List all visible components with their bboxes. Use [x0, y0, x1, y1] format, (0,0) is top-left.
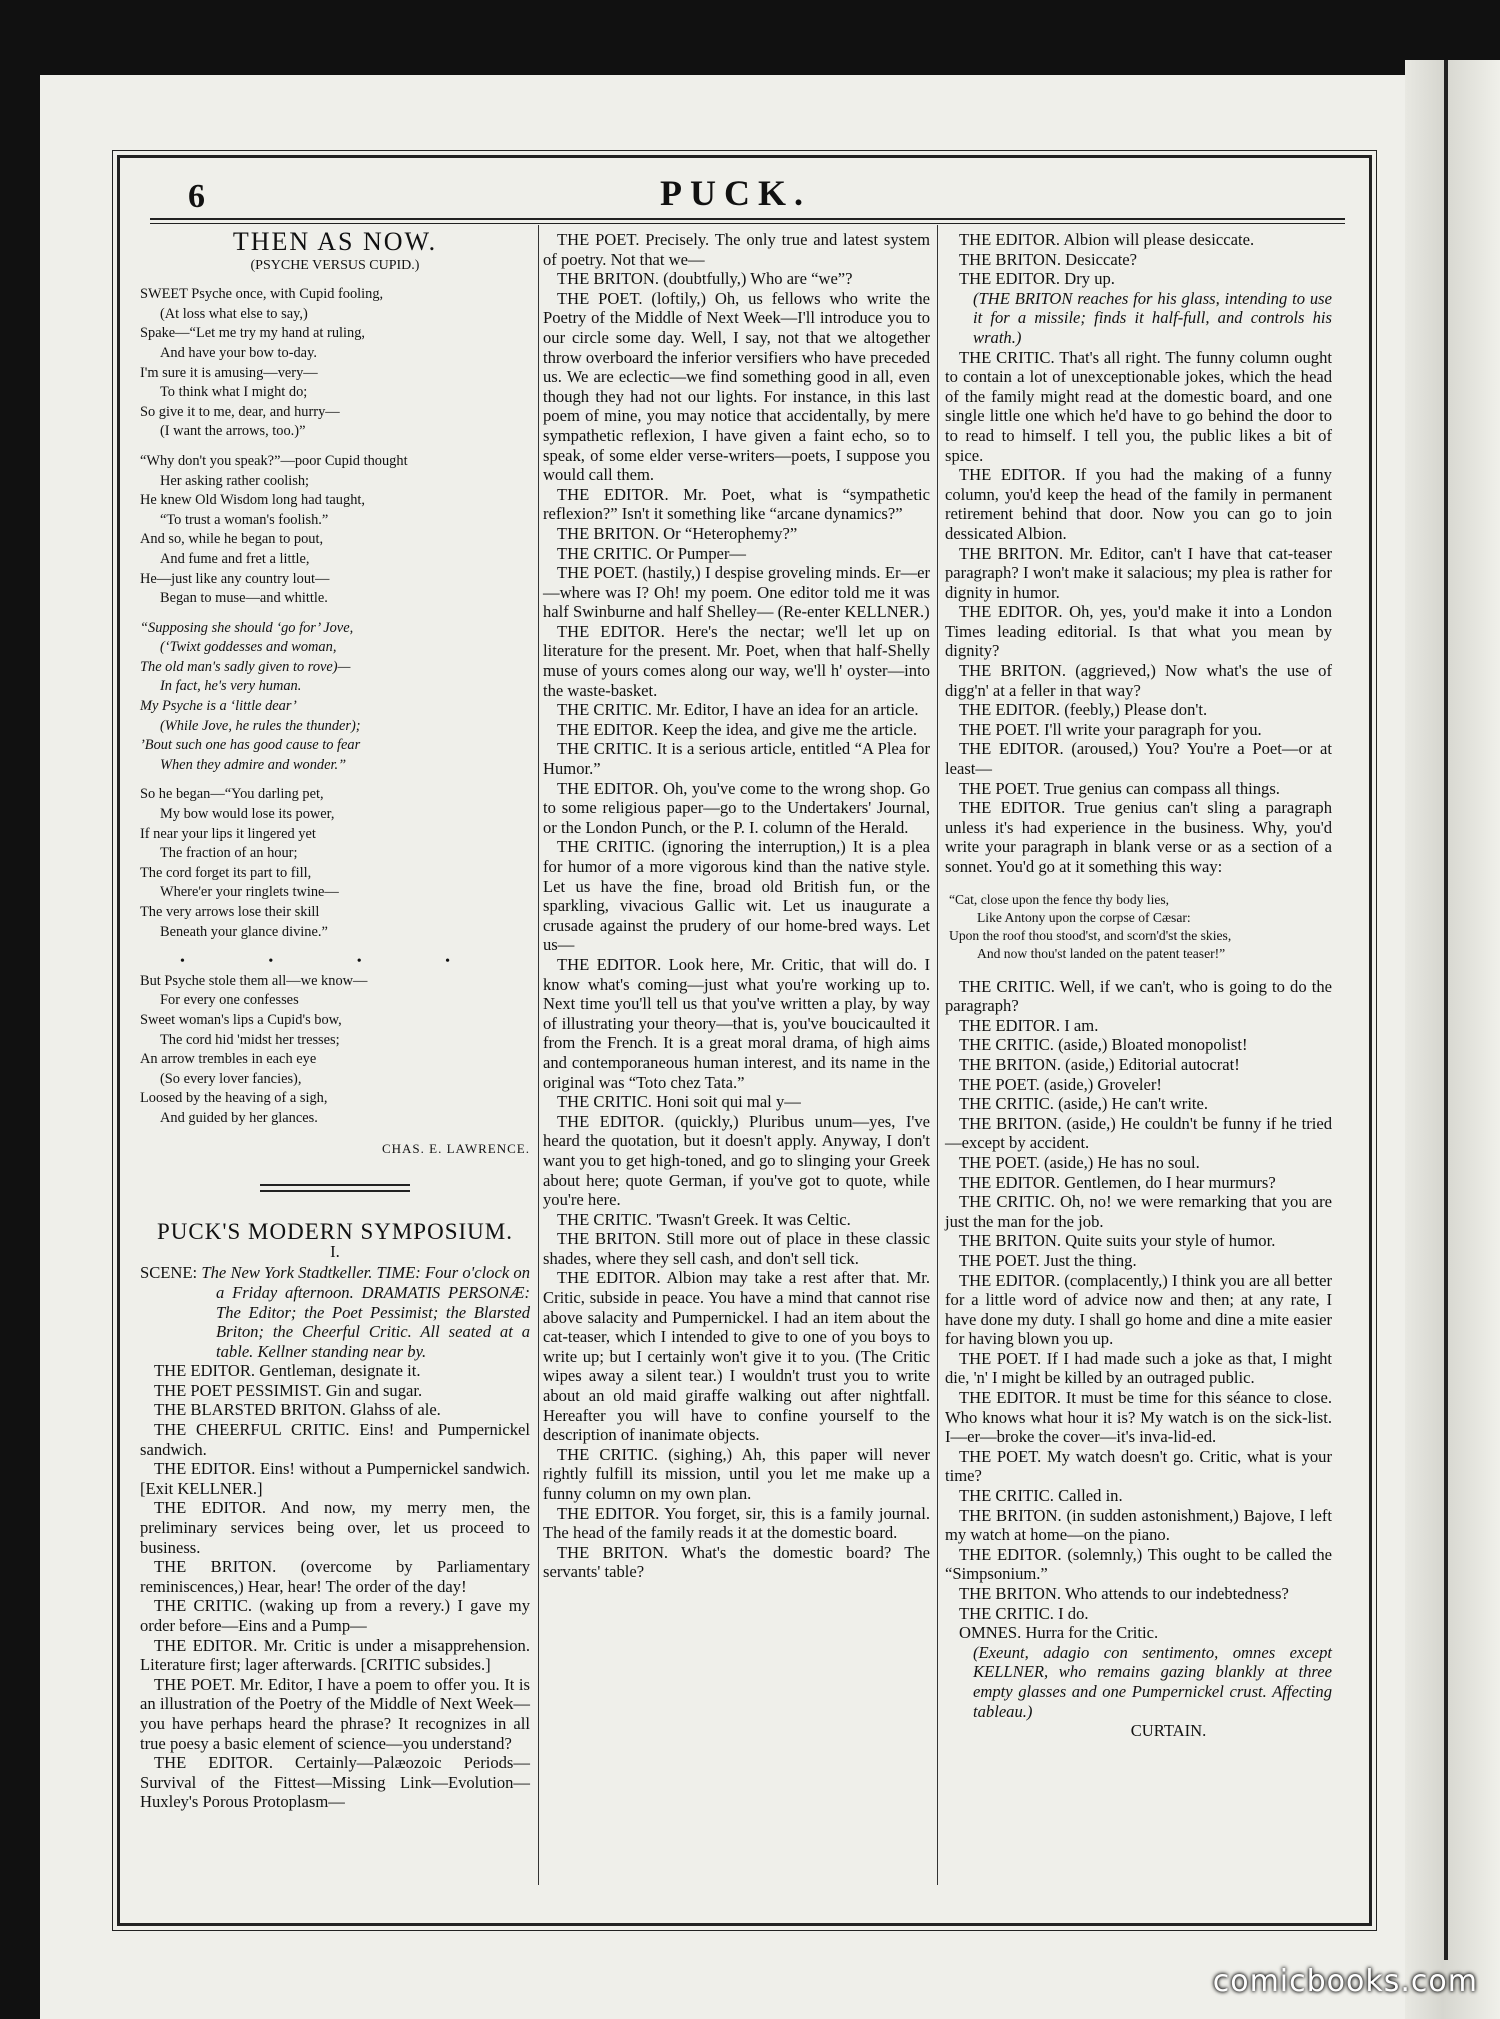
- speech-text: Eins! and Pumpernickel sandwich.: [140, 1420, 530, 1459]
- speaker-name: THE EDITOR.: [557, 719, 659, 739]
- column-divider: [538, 225, 539, 1885]
- dialogue-line: [543, 1504, 930, 1543]
- speech-text: I'll write your paragraph for you.: [1039, 719, 1262, 739]
- speaker-name: THE BRITON.: [154, 1557, 277, 1577]
- speech-text: Still more out of place in these classic shades, where they sell cash, and don't sell tick.: [543, 1229, 930, 1268]
- dialogue-line: [543, 1268, 930, 1444]
- poem-title: THEN AS NOW.: [232, 227, 438, 256]
- speaker-name: THE BRITON.: [557, 1229, 661, 1249]
- scene-description: [140, 1263, 530, 1361]
- speech-text: (doubtfully,) Who are “we”?: [659, 269, 853, 289]
- poem-stanza: [140, 619, 530, 776]
- poem-line: Spake—“Let me try my hand at ruling,: [140, 325, 365, 342]
- poem-line: My Psyche is a ‘little dear’: [140, 698, 297, 715]
- speaker-name: THE CRITIC.: [557, 1092, 652, 1112]
- dialogue-line: [945, 1447, 1332, 1486]
- dialogue-line: [945, 1271, 1332, 1349]
- speaker-name: THE BLARSTED BRITON.: [154, 1400, 346, 1420]
- poem-line: “To trust a woman's foolish.”: [160, 511, 329, 528]
- speech-text: If you had the making of a funny column, you'd keep the head of the family in permanent retirement behind that door. Now you can go to join dessicated Albion.: [945, 465, 1332, 543]
- dialogue-line: [140, 1636, 530, 1675]
- speaker-name: THE EDITOR.: [557, 1503, 660, 1523]
- scene-label: SCENE:: [140, 1263, 198, 1283]
- speech-text: It is a serious article, entitled “A Plea for Humor.”: [543, 739, 930, 779]
- speech-text: Here's the nectar; we'll let up on literature for the present. Mr. Poet, when that half-Shelly muse of yours comes along our way, we'll h' oyster—into the waste-basket.: [543, 621, 930, 700]
- speech-text: Just the thing.: [1039, 1250, 1137, 1270]
- speech-text: (hastily,) I despise groveling minds. Er—er—where was I? Oh! my poem. One editor told me it was half Swinburne and half Shelley— (Re-enter KELLNER.): [543, 563, 930, 622]
- poem-line: My bow would lose its power,: [160, 806, 335, 823]
- dialogue-line: [945, 544, 1332, 603]
- poem-line: Where'er your ringlets twine—: [160, 884, 339, 901]
- speaker-name: THE POET.: [154, 1674, 236, 1694]
- speech-text: I do.: [1053, 1603, 1089, 1623]
- poem-line: The very arrows lose their skill: [140, 904, 320, 920]
- speech-text: Gentleman, designate it.: [255, 1361, 421, 1381]
- speaker-name: THE EDITOR.: [154, 1498, 267, 1518]
- dialogue-line: [543, 1543, 930, 1582]
- dialogue-line: [945, 1075, 1332, 1095]
- speech-text: 'Twasn't Greek. It was Celtic.: [651, 1209, 851, 1229]
- speaker-name: THE EDITOR.: [959, 1270, 1061, 1290]
- speech-text: Who attends to our indebtedness?: [1061, 1584, 1289, 1603]
- poem-line: He knew Old Wisdom long had taught,: [140, 492, 365, 509]
- speaker-name: THE EDITOR.: [154, 1635, 258, 1655]
- speaker-name: THE EDITOR.: [959, 1388, 1061, 1408]
- poem-line: And guided by her glances.: [160, 1109, 318, 1126]
- speaker-name: THE EDITOR.: [557, 1111, 665, 1131]
- poem-line: “Why don't you speak?”—poor Cupid thought: [140, 452, 408, 469]
- speech-text: Gin and sugar.: [321, 1380, 423, 1400]
- speaker-name: THE POET.: [959, 1152, 1040, 1172]
- poem-line: And have your bow to-day.: [160, 344, 317, 361]
- quote-line: Upon the roof thou stood'st, and scorn'd'st the skies,: [949, 927, 1232, 943]
- speech-text: Oh, yes, you'd make it into a London Times leading editorial. Is that what you mean by dignity?: [945, 602, 1332, 661]
- poem-line: When they admire and wonder.”: [160, 756, 347, 773]
- poem-line: The old man's sadly given to rove)—: [140, 658, 351, 675]
- speech-text: (overcome by Parliamentary reminiscences,) Hear, hear! The order of the day!: [140, 1557, 530, 1596]
- column-1: [140, 227, 530, 1812]
- speech-text: What's the domestic board? The servants' table?: [543, 1542, 930, 1582]
- dialogue-line: [543, 230, 930, 269]
- dialogue-line: [140, 1753, 530, 1812]
- speaker-name: THE EDITOR.: [959, 465, 1066, 485]
- speaker-name: THE POET.: [959, 1446, 1042, 1466]
- speaker-name: THE BRITON.: [959, 661, 1067, 681]
- speaker-name: THE BRITON.: [959, 1231, 1062, 1251]
- speech-text: Glahss of ale.: [345, 1400, 441, 1420]
- speaker-name: THE EDITOR.: [959, 269, 1061, 289]
- speech-text: (loftily,) Oh, us fellows who write the Poetry of the Middle of Next Week—I'll introduce you to our circle some day. Well, I say, not that we altogether throw overboard the inferior versifiers who have preceded us. We are eclectic—we find something good in all, even though they had not our lights. For instance, in this last poem of mine, you may notice that accidentally, by mere sympathetic reflexion, I have given a faint echo, so to speak, of some elder verse-writers—poets, I suppose you would call them.: [543, 288, 930, 485]
- dialogue-line: [945, 1604, 1332, 1624]
- dialogue-line: [945, 720, 1332, 740]
- dialogue-line: [140, 1381, 530, 1401]
- speaker-name: THE EDITOR.: [557, 954, 662, 974]
- speech-text: (aroused,) You? You're a Poet—or at least—: [945, 739, 1332, 779]
- speaker-name: THE CRITIC.: [154, 1596, 253, 1616]
- dialogue-line: [543, 544, 930, 564]
- speech-text: Mr. Editor, I have a poem to offer you. It is an illustration of the Poetry of the Middle of Next Week—you have perhaps heard the phrase? It recognizes in all true poesy a basic element of science—you understand?: [140, 1674, 530, 1753]
- speaker-name: THE POET PESSIMIST.: [154, 1380, 322, 1400]
- speech-text: Mr. Poet, what is “sympathetic reflexion?” Isn't it something like “arcane dynamics?”: [543, 484, 930, 524]
- speech-text: Dry up.: [1060, 269, 1115, 289]
- curtain: CURTAIN.: [1130, 1721, 1207, 1741]
- speech-text: (aside,) He couldn't be funny if he tried—except by accident.: [945, 1113, 1332, 1153]
- speaker-name: THE EDITOR.: [154, 1753, 273, 1773]
- speech-text: Precisely. The only true and latest system of poetry. Not that we—: [543, 230, 930, 269]
- speaker-name: THE CRITIC.: [959, 1486, 1054, 1506]
- speech-text: Mr. Editor, can't I have that cat-teaser paragraph? I won't make it salacious; my plea is rather for dignity in humor.: [945, 543, 1332, 602]
- dialogue-line: [140, 1498, 530, 1557]
- dialogue-line: [945, 1114, 1332, 1153]
- speaker-name: THE BRITON.: [959, 1054, 1062, 1074]
- speech-text: Mr. Critic is under a misapprehension. Literature first; lager afterwards. [CRITIC subsides.]: [140, 1635, 530, 1675]
- dialogue-line: [945, 1016, 1332, 1036]
- dialogue-line: [543, 1445, 930, 1504]
- speech-text: (sighing,) Ah, this paper will never rightly fulfill its mission, until you let me make up a funny column on my own plan.: [543, 1444, 930, 1503]
- speaker-name: THE CRITIC.: [557, 1209, 652, 1229]
- speech-text: True genius can compass all things.: [1039, 778, 1280, 798]
- speech-text: (aside,) Bloated monopolist!: [1053, 1035, 1248, 1055]
- poem-line: Beneath your glance divine.”: [160, 923, 328, 940]
- speech-text: (solemnly,) This ought to be called the “Simpsonium.”: [945, 1544, 1332, 1584]
- quote-line: Like Antony upon the corpse of Cæsar:: [977, 909, 1191, 925]
- speech-text: (aside,) Groveler!: [1039, 1074, 1162, 1094]
- dialogue-line: [140, 1420, 530, 1459]
- dialogue-line: [945, 661, 1332, 700]
- speech-text: Albion may take a rest after that. Mr. Critic, subside in peace. You have a mind that cannot rise above salacity and Pumpernickel. I had an item about the cat-teaser, which I intended to give to one of you boys to write up; but I certainly won't give it to you. (The Critic wipes away a silent tear.) I wouldn't trust you to write about an old maid giraffe walking out after nightfall. Hereafter you will have to confine yourself to the description of inanimate objects.: [543, 1268, 930, 1445]
- speaker-name: THE BRITON.: [959, 249, 1062, 269]
- speaker-name: THE BRITON.: [959, 1505, 1062, 1525]
- dialogue-line: [945, 1055, 1332, 1075]
- dialogue-line: [543, 622, 930, 700]
- poem-line: In fact, he's very human.: [160, 678, 302, 695]
- dialogue-line: [945, 250, 1332, 270]
- speaker-name: THE POET.: [557, 563, 638, 583]
- speech-text: Hurra for the Critic.: [1021, 1623, 1159, 1643]
- speech-text: If I had made such a joke as that, I might die, 'n' I might be killed by an outraged public.: [945, 1348, 1332, 1388]
- speaker-name: THE BRITON.: [959, 543, 1064, 563]
- speaker-name: THE EDITOR.: [959, 1015, 1061, 1035]
- poem-line: Sweet woman's lips a Cupid's bow,: [140, 1011, 342, 1028]
- dialogue-line: [945, 1094, 1332, 1114]
- speech-text: Desiccate?: [1061, 249, 1138, 269]
- dialogue-line: [140, 1400, 530, 1420]
- speech-text: Quite suits your style of humor.: [1061, 1231, 1276, 1251]
- poem-line: So give it to me, dear, and hurry—: [140, 403, 340, 420]
- dialogue-line: [945, 1035, 1332, 1055]
- speech-text: Albion will please desiccate.: [1060, 230, 1255, 249]
- speaker-name: THE POET.: [959, 778, 1040, 798]
- poem-stanza: [140, 785, 530, 942]
- speaker-name: THE POET.: [557, 288, 643, 308]
- speech-text: I am.: [1060, 1015, 1099, 1035]
- dialogue-block: [945, 230, 1332, 289]
- dialogue-line: [945, 1231, 1332, 1251]
- poem-signature: CHAS. E. LAWRENCE.: [381, 1140, 530, 1156]
- speaker-name: THE CRITIC.: [557, 739, 653, 759]
- poem-line: The cord hid 'midst her tresses;: [160, 1031, 340, 1048]
- dialogue-line: [140, 1596, 530, 1635]
- poem-line: Began to muse—and whittle.: [160, 590, 328, 607]
- speech-text: (waking up from a revery.) I gave my order before—Eins and a Pump—: [140, 1596, 530, 1635]
- speaker-name: THE CRITIC.: [959, 347, 1055, 367]
- speech-text: My watch doesn't go. Critic, what is your time?: [945, 1446, 1333, 1486]
- poem-line: ’Bout such one has good cause to fear: [140, 737, 361, 754]
- speaker-name: THE EDITOR.: [959, 700, 1061, 720]
- poem-subtitle: (PSYCHE VERSUS CUPID.): [250, 257, 420, 273]
- speaker-name: THE EDITOR.: [959, 1172, 1061, 1192]
- scene-text: The New York Stadtkeller. TIME: Four o'clock on a Friday afternoon. DRAMATIS PERSONÆ: The Editor; the Poet Pessimist; the Blarsted Briton; the Cheerful Critic. All seated at a table. Kellner standing near by.: [201, 1263, 530, 1361]
- dialogue-line: [945, 700, 1332, 720]
- dialogue-line: [140, 1361, 530, 1381]
- dialogue-line: [945, 1173, 1332, 1193]
- speaker-name: THE POET.: [557, 230, 640, 249]
- dialogue-line: [543, 269, 930, 289]
- poem-line: So he began—“You darling pet,: [140, 786, 324, 803]
- poem-line: The fraction of an hour;: [160, 845, 298, 862]
- dialogue-line: [945, 739, 1332, 778]
- speech-text: (aside,) He can't write.: [1053, 1094, 1209, 1114]
- speech-text: (aside,) Editorial autocrat!: [1061, 1054, 1240, 1074]
- speech-text: (complacently,) I think you are all better for a little word of advice now and then; at any rate, I have done my duty. I shall go home and dine a mite easier for having blown you up.: [945, 1270, 1332, 1349]
- poem-line: Her asking rather coolish;: [160, 472, 310, 489]
- speaker-name: THE CRITIC.: [557, 837, 655, 857]
- poem-line: (While Jove, he rules the thunder);: [160, 717, 361, 734]
- speech-text: Oh, no! we were remarking that you are just the man for the job.: [945, 1192, 1332, 1231]
- speaker-name: THE CRITIC.: [959, 1603, 1054, 1623]
- speaker-name: THE BRITON.: [557, 523, 660, 543]
- speaker-name: THE EDITOR.: [557, 621, 665, 641]
- symposium-number: I.: [330, 1241, 340, 1261]
- dialogue-block: [945, 977, 1332, 1643]
- speaker-name: THE EDITOR.: [557, 778, 659, 798]
- speaker-name: THE CRITIC.: [557, 543, 652, 563]
- dialogue-line: [543, 289, 930, 485]
- speaker-name: THE CRITIC.: [557, 700, 652, 720]
- symposium-title: PUCK'S MODERN SYMPOSIUM.: [157, 1219, 513, 1245]
- dialogue-line: [945, 602, 1332, 661]
- dialogue-line: [543, 524, 930, 544]
- poem-line: (‘Twixt goddesses and woman,: [160, 639, 337, 656]
- speaker-name: THE BRITON.: [557, 1542, 669, 1562]
- stage-direction: (THE BRITON reaches for his glass, intending to use it for a missile; finds it half-full, and controls his wrath.): [973, 288, 1332, 347]
- speaker-name: THE POET.: [959, 1348, 1042, 1368]
- poem-line: I'm sure it is amusing—very—: [140, 364, 318, 381]
- speech-text: True genius can't sling a paragraph unless it's had experience in the business. Why, you'd write your paragraph in blank verse or as a section of a sonnet. You'd go at it something this way:: [945, 798, 1332, 876]
- speaker-name: THE EDITOR.: [154, 1361, 256, 1381]
- dialogue-line: [543, 1092, 930, 1112]
- speaker-name: THE CRITIC.: [959, 1035, 1054, 1055]
- dialogue-block: [140, 1361, 530, 1812]
- speaker-name: THE BRITON.: [959, 1113, 1062, 1133]
- speaker-name: THE CRITIC.: [557, 1444, 658, 1464]
- speech-text: Oh, you've come to the wrong shop. Go to some religious paper—go to the Undertakers' Journal, or the London Punch, or the P. I. column of the Herald.: [543, 778, 931, 837]
- poem-stanza: [140, 452, 530, 609]
- poem-stanza: [140, 285, 530, 442]
- speech-text: (ignoring the interruption,) It is a plea for humor of a more vigorous kind than the native style. Let us have the fine, broad old British fun, or the sparkling, vivacious Gallic wit. Let us inaugurate a crusade against the prudery of our home-bred ways. Let us—: [543, 837, 930, 955]
- poem-line: And so, while he began to pout,: [140, 531, 324, 548]
- dialogue-line: [945, 1506, 1332, 1545]
- speaker-name: THE EDITOR.: [557, 484, 669, 504]
- dialogue-block: [945, 348, 1332, 877]
- dialogue-line: [945, 269, 1332, 289]
- poem-line: To think what I might do;: [160, 384, 308, 401]
- dialogue-block: [543, 230, 930, 1582]
- dialogue-line: [543, 485, 930, 524]
- poem-line: And fume and fret a little,: [160, 550, 310, 567]
- watermark: comicbooks.com: [1212, 1964, 1478, 1999]
- speaker-name: THE EDITOR.: [959, 798, 1066, 818]
- section-divider: [260, 1184, 410, 1192]
- speech-text: Mr. Editor, I have an idea for an article.: [651, 700, 919, 720]
- speaker-name: THE BRITON.: [959, 1584, 1062, 1603]
- poem-line: “Supposing she should ‘go for’ Jove,: [140, 619, 354, 636]
- dialogue-line: [543, 779, 930, 838]
- dialogue-line: [543, 563, 930, 622]
- speech-text: (aggrieved,) Now what's the use of digg'n' at a feller in that way?: [945, 661, 1332, 700]
- dialogue-line: [543, 700, 930, 720]
- poem-line: SWEET Psyche once, with Cupid fooling,: [140, 286, 384, 303]
- poem-line: An arrow trembles in each eye: [140, 1051, 317, 1068]
- speech-text: Gentlemen, do I hear murmurs?: [1060, 1172, 1276, 1192]
- masthead: PUCK.: [660, 173, 811, 213]
- dialogue-line: [945, 348, 1332, 466]
- dialogue-line: [945, 977, 1332, 1016]
- poem-line: (So every lover fancies),: [160, 1070, 302, 1087]
- exeunt-direction: (Exeunt, adagio con sentimento, omnes except KELLNER, who remains gazing blankly at three empty glasses and one Pumpernickel crust. Affecting tableau.): [973, 1642, 1332, 1721]
- speech-text: (in sudden astonishment,) Bajove, I left my watch at home—on the piano.: [945, 1505, 1332, 1545]
- speech-text: Well, if we can't, who is going to do the paragraph?: [945, 976, 1332, 1016]
- speech-text: Honi soit qui mal y—: [651, 1092, 801, 1112]
- dialogue-line: [945, 1251, 1332, 1271]
- dialogue-line: [945, 1388, 1332, 1447]
- poem-line: The cord forget its part to fill,: [140, 864, 312, 881]
- binding-spine: [1444, 60, 1448, 1960]
- quoted-verse: [945, 891, 1332, 963]
- dialogue-line: [543, 720, 930, 740]
- quote-line: “Cat, close upon the fence thy body lies,: [949, 891, 1170, 907]
- binding-edge: [1405, 60, 1500, 2019]
- dialogue-line: [945, 798, 1332, 876]
- speaker-name: THE CRITIC.: [959, 1192, 1055, 1212]
- dialogue-line: [543, 739, 930, 778]
- dialogue-line: [945, 1584, 1332, 1604]
- header-rule: [150, 218, 1345, 224]
- speaker-name: THE EDITOR.: [959, 1544, 1062, 1564]
- dialogue-line: [945, 1192, 1332, 1231]
- dialogue-line: [945, 230, 1332, 250]
- speaker-name: THE EDITOR.: [557, 1268, 661, 1288]
- dialogue-line: [945, 1545, 1332, 1584]
- poem-line: Loosed by the heaving of a sigh,: [140, 1090, 328, 1107]
- speaker-name: OMNES.: [959, 1623, 1022, 1643]
- dialogue-line: [945, 1623, 1332, 1643]
- speaker-name: THE POET.: [959, 1250, 1040, 1270]
- poem-line: But Psyche stole them all—we know—: [140, 972, 368, 989]
- speaker-name: THE EDITOR.: [959, 602, 1063, 622]
- dialogue-line: [140, 1459, 530, 1498]
- speech-text: (aside,) He has no soul.: [1039, 1152, 1200, 1172]
- speaker-name: THE EDITOR.: [959, 739, 1064, 759]
- speech-text: It must be time for this séance to close. Who knows what hour it is? My watch is on the sick-list. I—er—broke the cover—it's inva-lid-ed.: [945, 1388, 1332, 1447]
- dialogue-line: [543, 955, 930, 1092]
- poem-line: If near your lips it lingered yet: [140, 825, 316, 842]
- dialogue-line: [945, 779, 1332, 799]
- speech-text: That's all right. The funny column ought to contain a lot of unexceptionable jokes, which the head of the family might read at the domestic board, and one single little one which he'd have to go behind the door to to read to himself. I tell you, the public likes a bit of spice.: [945, 347, 1333, 465]
- speaker-name: THE EDITOR.: [959, 230, 1061, 249]
- speech-text: (feebly,) Please don't.: [1060, 700, 1208, 720]
- poem-line: (At loss what else to say,): [160, 305, 308, 322]
- speaker-name: THE POET.: [959, 719, 1040, 739]
- speech-text: Eins! without a Pumpernickel sandwich. [Exit KELLNER.]: [140, 1459, 530, 1498]
- column-divider: [937, 225, 938, 1885]
- dialogue-line: [945, 465, 1332, 543]
- speech-text: (quickly,) Pluribus unum—yes, I've heard the quotation, but it doesn't apply. Anyway, I don't want you to get high-toned, and go to slinging your Greek about here; quote German, if you've got to quote, while you're here.: [543, 1111, 930, 1210]
- speech-text: Certainly—Palæozoic Periods—Survival of the Fittest—Missing Link—Evolution—Huxley's Porous Protoplasm—: [140, 1753, 530, 1812]
- poem-line: For every one confesses: [160, 992, 299, 1009]
- poem-line: He—just like any country lout—: [140, 570, 330, 587]
- poem-stanza: [140, 972, 530, 1129]
- speech-text: Or Pumper—: [651, 543, 746, 563]
- poem-body: [140, 285, 530, 1128]
- dialogue-line: [945, 1486, 1332, 1506]
- poem-line: (I want the arrows, too.)”: [160, 423, 306, 440]
- speech-text: Called in.: [1053, 1486, 1123, 1506]
- speech-text: You forget, sir, this is a family journal. The head of the family reads it at the domestic board.: [543, 1503, 930, 1543]
- dialogue-line: [140, 1557, 530, 1596]
- speaker-name: THE CRITIC.: [959, 1094, 1054, 1114]
- dialogue-line: [543, 837, 930, 955]
- stanza-dots: • • • •: [179, 954, 491, 970]
- dialogue-line: [945, 1153, 1332, 1173]
- column-3: [945, 230, 1332, 1741]
- speech-text: Keep the idea, and give me the article.: [658, 719, 918, 739]
- dialogue-line: [543, 1112, 930, 1210]
- dialogue-line: [945, 1349, 1332, 1388]
- dialogue-line: [140, 1675, 530, 1753]
- speaker-name: THE BRITON.: [557, 269, 660, 289]
- speech-text: Or “Heterophemy?”: [659, 523, 798, 543]
- dialogue-line: [543, 1229, 930, 1268]
- speaker-name: THE CRITIC.: [959, 976, 1055, 996]
- quote-line: And now thou'st landed on the patent teaser!”: [977, 945, 1226, 961]
- page-number: 6: [188, 178, 205, 215]
- dialogue-line: [543, 1210, 930, 1230]
- speaker-name: THE EDITOR.: [154, 1459, 256, 1479]
- speech-text: And now, my merry men, the preliminary services being over, let us proceed to business.: [140, 1498, 530, 1557]
- column-2: [543, 230, 930, 1582]
- speaker-name: THE CHEERFUL CRITIC.: [154, 1420, 350, 1440]
- speech-text: Look here, Mr. Critic, that will do. I know what's coming—just what you're working up to. Next time you'll tell us that you've written a play, by way of illustrating your theory—that is, you've boucicaulted it from the French. It is a great moral drama, of high aims and contemporaneous human interest, and its name in the original was “Toto chez Tata.”: [543, 954, 930, 1092]
- speaker-name: THE POET.: [959, 1074, 1040, 1094]
